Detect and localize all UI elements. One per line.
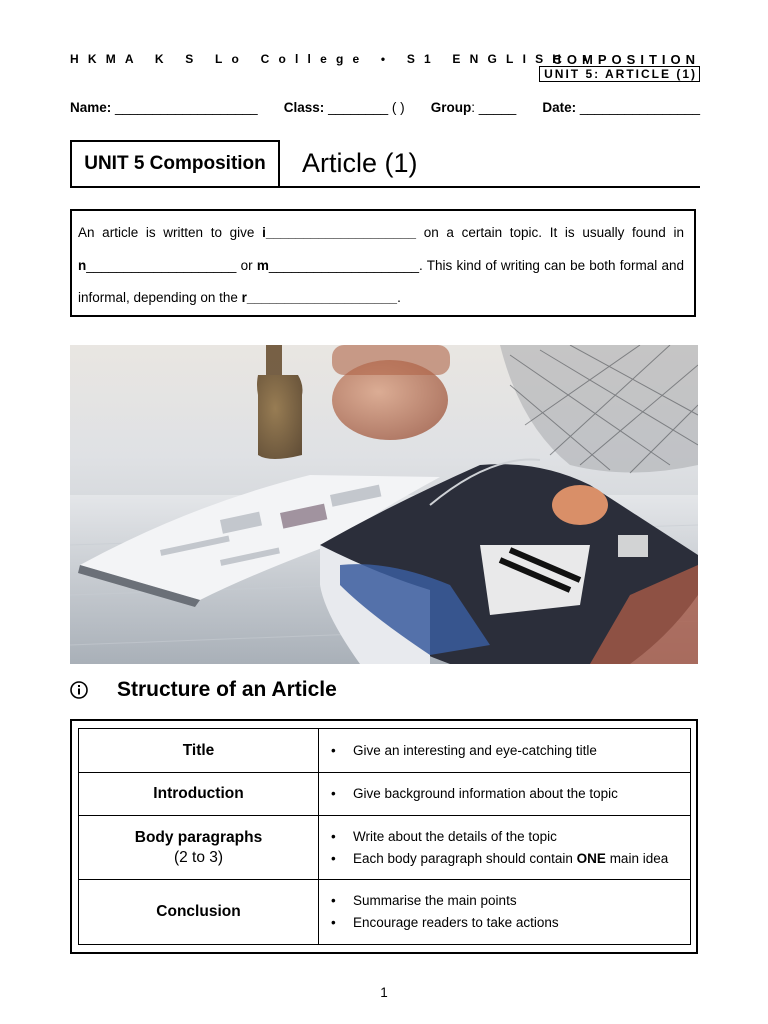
unit-tag: UNIT 5: ARTICLE (1) [539,66,700,82]
bullet-point: • Give background information about the topic [353,783,689,805]
blank-letter: r [241,290,247,305]
blank-line: ____________________ [265,225,417,240]
part-cell [79,816,319,880]
school-course-line [70,52,596,66]
bullet-point: • Encourage readers to take actions [353,912,689,934]
part-cell [79,773,319,816]
bullet-text: main idea [605,850,669,866]
bullet-point: • Write about the details of the topic [353,826,689,848]
info-circle-icon [70,681,88,699]
group-field: Group: _____ [430,100,517,115]
part-cell [79,880,319,945]
title-underline [70,186,700,188]
magazine-photo [70,345,698,664]
school-course-text: HKMA K S Lo College • S1 ENGLISH • [70,52,597,66]
student-info-line [70,100,700,115]
blank-line: ____________________ [86,257,237,273]
points-cell [319,880,691,945]
points-cell [319,729,691,773]
part-label: Introduction [153,785,244,802]
class-field: Class: ________ ( ) [283,100,405,115]
bullet-point: • Give an interesting and eye-catching title [353,740,689,762]
emphasis-text: ONE [576,850,606,866]
section-title: COMPOSITION [552,52,700,67]
name-field: Name: ___________________ [70,100,258,115]
bullet-point: • Summarise the main points [353,890,689,912]
table-row [79,773,691,816]
points-cell [319,816,691,880]
date-field: Date: ________________ [542,100,700,115]
part-label: Conclusion [156,903,241,920]
part-cell [79,729,319,773]
table-row [79,880,691,945]
definition-text: on a certain topic. It is usually found in [416,225,684,240]
definition-box [70,209,696,317]
table-row [79,816,691,880]
definition-text: . This kind of writing can be both formal and informal, depending on the [78,257,684,305]
bullet-text: Each body paragraph should contain [353,850,577,866]
table-row [79,729,691,773]
definition-text: . [397,290,401,305]
structure-heading: Structure of an Article [117,678,337,701]
part-label: Title [182,741,215,759]
blank-letter: n [78,257,87,273]
part-sublabel: (2 to 3) [173,848,224,866]
points-cell [319,773,691,816]
structure-table [78,728,691,945]
blank-line: ____________________ [268,257,420,273]
blank-line: ____________________ [246,290,398,305]
blank-letter: i [262,225,266,240]
blank-letter: m [256,257,269,273]
page-number: 1 [380,985,388,1000]
definition-text: or [236,257,257,273]
article-title: Article (1) [302,148,418,178]
bullet-point [353,848,689,870]
part-label: Body paragraphs [134,828,263,846]
definition-text: An article is written to give [78,225,263,240]
unit-title-box: UNIT 5 Composition [70,140,280,188]
